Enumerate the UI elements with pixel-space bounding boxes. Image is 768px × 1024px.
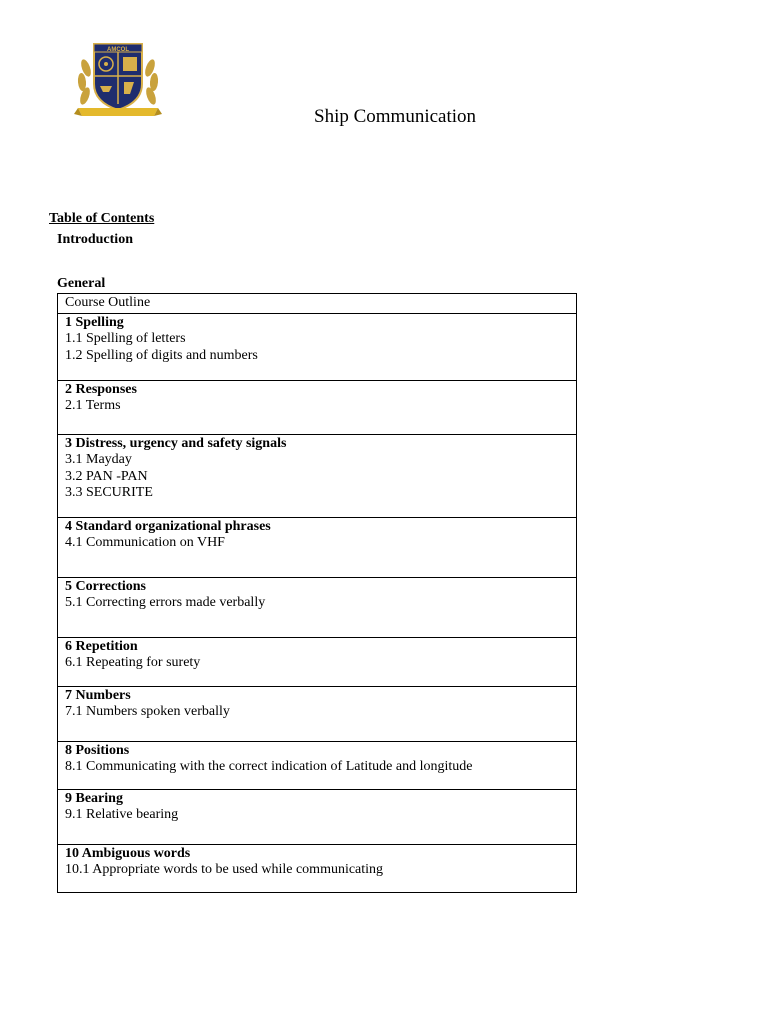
logo-banner-text: AMCOL xyxy=(107,47,129,53)
section-item: 4.1 Communication on VHF xyxy=(65,535,225,551)
section-item: 5.1 Correcting errors made verbally xyxy=(65,595,266,611)
section-title: 2 Responses xyxy=(65,381,137,397)
section-title: 6 Repetition xyxy=(65,638,138,654)
section-title: 5 Corrections xyxy=(65,578,146,594)
section-title: 1 Spelling xyxy=(65,314,124,330)
section-item: 2.1 Terms xyxy=(65,398,121,414)
outline-header-cell: Course Outline xyxy=(58,294,577,314)
section-row xyxy=(58,313,577,380)
section-row xyxy=(58,577,577,637)
section-item: 3.2 PAN -PAN xyxy=(65,468,148,484)
section-row xyxy=(58,844,577,892)
section-title: 10 Ambiguous words xyxy=(65,845,191,861)
section-row xyxy=(58,517,577,577)
section-item: 1.1 Spelling of letters xyxy=(65,331,186,347)
section-item: 3.3 SECURITE xyxy=(65,485,153,501)
section-row xyxy=(58,741,577,789)
section-row xyxy=(58,380,577,434)
section-title: 4 Standard organizational phrases xyxy=(65,518,271,534)
introduction-heading: Introduction xyxy=(57,232,133,247)
document-title: Ship Communication xyxy=(314,106,477,127)
section-title: 8 Positions xyxy=(65,742,130,758)
table-of-contents-heading: Table of Contents xyxy=(49,211,155,226)
section-row xyxy=(58,637,577,686)
amcol-logo xyxy=(72,38,164,122)
section-item: 9.1 Relative bearing xyxy=(65,807,179,823)
outline-header-row xyxy=(58,294,577,314)
section-title: 3 Distress, urgency and safety signals xyxy=(65,435,287,451)
section-item: 1.2 Spelling of digits and numbers xyxy=(65,347,258,363)
section-row xyxy=(58,434,577,517)
section-item: 6.1 Repeating for surety xyxy=(65,655,201,671)
section-item: 7.1 Numbers spoken verbally xyxy=(65,704,230,720)
section-row xyxy=(58,789,577,844)
section-title: 9 Bearing xyxy=(65,790,123,806)
section-item: 3.1 Mayday xyxy=(65,452,132,468)
section-item: 8.1 Communicating with the correct indication of Latitude and longitude xyxy=(65,759,473,775)
section-item: 10.1 Appropriate words to be used while communicating xyxy=(65,862,384,878)
section-row xyxy=(58,686,577,741)
section-title: 7 Numbers xyxy=(65,687,131,703)
course-outline-table xyxy=(57,293,577,893)
general-heading: General xyxy=(57,276,106,291)
